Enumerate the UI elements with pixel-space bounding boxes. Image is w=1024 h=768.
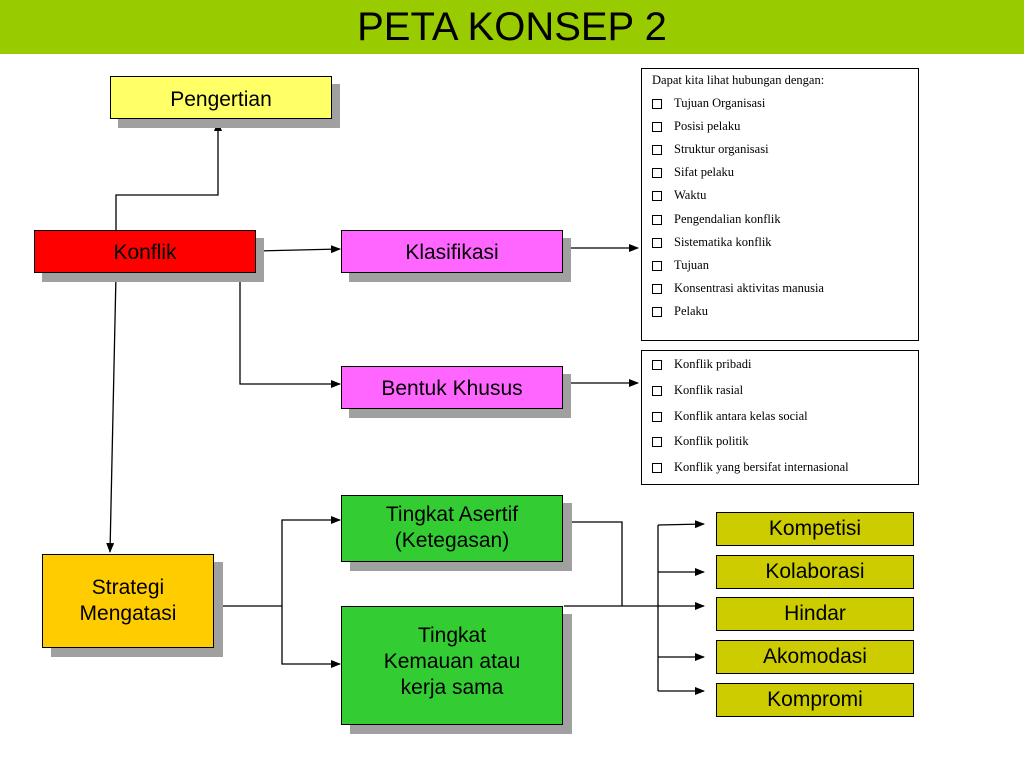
- list-item: [652, 409, 808, 424]
- checkbox-icon: [652, 168, 662, 178]
- klasifikasi-list: [641, 68, 919, 341]
- checkbox-icon: [652, 437, 662, 447]
- list-item-label: Tujuan Organisasi: [674, 96, 766, 110]
- kemauan-node[interactable]: [341, 606, 563, 725]
- akomodasi-node[interactable]: [716, 640, 914, 674]
- strategi-node[interactable]: [42, 554, 214, 648]
- checkbox-icon: [652, 99, 662, 109]
- list-item-label: Tujuan: [674, 258, 709, 272]
- checkbox-icon: [652, 360, 662, 370]
- list-item: [652, 96, 765, 111]
- list-item: [652, 119, 740, 134]
- list-item-label: Pengendalian konflik: [674, 212, 781, 226]
- checkbox-icon: [652, 463, 662, 473]
- list-item-label: Konflik yang bersifat internasional: [674, 460, 849, 474]
- kolaborasi-node[interactable]: [716, 555, 914, 589]
- list-item-label: Konflik antara kelas social: [674, 409, 808, 423]
- bentuk-khusus-label: Bentuk Khusus: [381, 377, 523, 400]
- bentuk-list: [641, 350, 919, 485]
- checkbox-icon: [652, 191, 662, 201]
- hindar-label: Hindar: [784, 602, 846, 625]
- checkbox-icon: [652, 122, 662, 132]
- kompromi-label: Kompromi: [767, 688, 863, 711]
- konflik-label: Konflik: [113, 241, 177, 264]
- kompromi-node[interactable]: [716, 683, 914, 717]
- list-item-label: Konflik rasial: [674, 383, 744, 397]
- connector-branch-kemauan: [282, 606, 340, 664]
- list-item: [652, 142, 769, 157]
- strategi-label-line2: Mengatasi: [79, 602, 177, 625]
- list-item: [652, 357, 751, 372]
- list-item: [652, 460, 849, 475]
- list-item: [652, 258, 709, 273]
- list-item-label: Sistematika konflik: [674, 235, 772, 249]
- checkbox-icon: [652, 412, 662, 422]
- connector-konflik-bentuk: [240, 274, 340, 384]
- list-item: [652, 165, 734, 180]
- kolaborasi-label: Kolaborasi: [765, 560, 865, 583]
- list-item: [652, 383, 743, 398]
- connector-branch-asertif: [282, 520, 340, 606]
- akomodasi-label: Akomodasi: [763, 645, 867, 668]
- checkbox-icon: [652, 145, 662, 155]
- connector-konflik-klasifikasi: [256, 249, 340, 251]
- list-item: [652, 304, 708, 319]
- klasifikasi-label: Klasifikasi: [405, 241, 499, 264]
- klasifikasi-list-heading: Dapat kita lihat hubungan dengan:: [652, 73, 825, 87]
- list-item-label: Sifat pelaku: [674, 165, 735, 179]
- list-item-label: Waktu: [674, 188, 707, 202]
- kemauan-label-line1: Tingkat: [417, 624, 487, 647]
- asertif-label-line1: Tingkat Asertif: [385, 503, 519, 526]
- checkbox-icon: [652, 284, 662, 294]
- list-item: [652, 235, 772, 250]
- list-item-label: Konflik politik: [674, 434, 749, 448]
- pengertian-node[interactable]: [110, 76, 332, 119]
- connector-konflik-strategi: [110, 274, 116, 552]
- checkbox-icon: [652, 215, 662, 225]
- hindar-node[interactable]: [716, 597, 914, 631]
- checkbox-icon: [652, 238, 662, 248]
- list-item: [652, 281, 824, 296]
- kompetisi-label: Kompetisi: [768, 517, 862, 540]
- list-item-label: Posisi pelaku: [674, 119, 741, 133]
- list-item: [652, 212, 781, 227]
- list-item: [652, 188, 706, 203]
- checkbox-icon: [652, 386, 662, 396]
- strategi-label-line1: Strategi: [91, 576, 165, 599]
- kemauan-label-line3: kerja sama: [400, 676, 504, 699]
- asertif-node[interactable]: [341, 495, 563, 562]
- connector-konflik-pengertian: [116, 122, 218, 230]
- list-item-label: Pelaku: [674, 304, 709, 318]
- checkbox-icon: [652, 307, 662, 317]
- list-item-label: Struktur organisasi: [674, 142, 769, 156]
- list-item-label: Konsentrasi aktivitas manusia: [674, 281, 824, 295]
- checkbox-icon: [652, 261, 662, 271]
- connector-asertif-merge: [564, 522, 622, 606]
- connector-to-kompetisi: [658, 524, 704, 525]
- asertif-label-line2: (Ketegasan): [394, 529, 510, 552]
- page-title: PETA KONSEP 2: [357, 5, 667, 49]
- list-item: [652, 434, 749, 449]
- bentuk-khusus-node[interactable]: [341, 366, 563, 409]
- kemauan-label-line2: Kemauan atau: [383, 650, 521, 673]
- konflik-node[interactable]: [34, 230, 256, 273]
- kompetisi-node[interactable]: [716, 512, 914, 546]
- pengertian-label: Pengertian: [170, 88, 272, 111]
- list-item-label: Konflik pribadi: [674, 357, 752, 371]
- klasifikasi-node[interactable]: [341, 230, 563, 273]
